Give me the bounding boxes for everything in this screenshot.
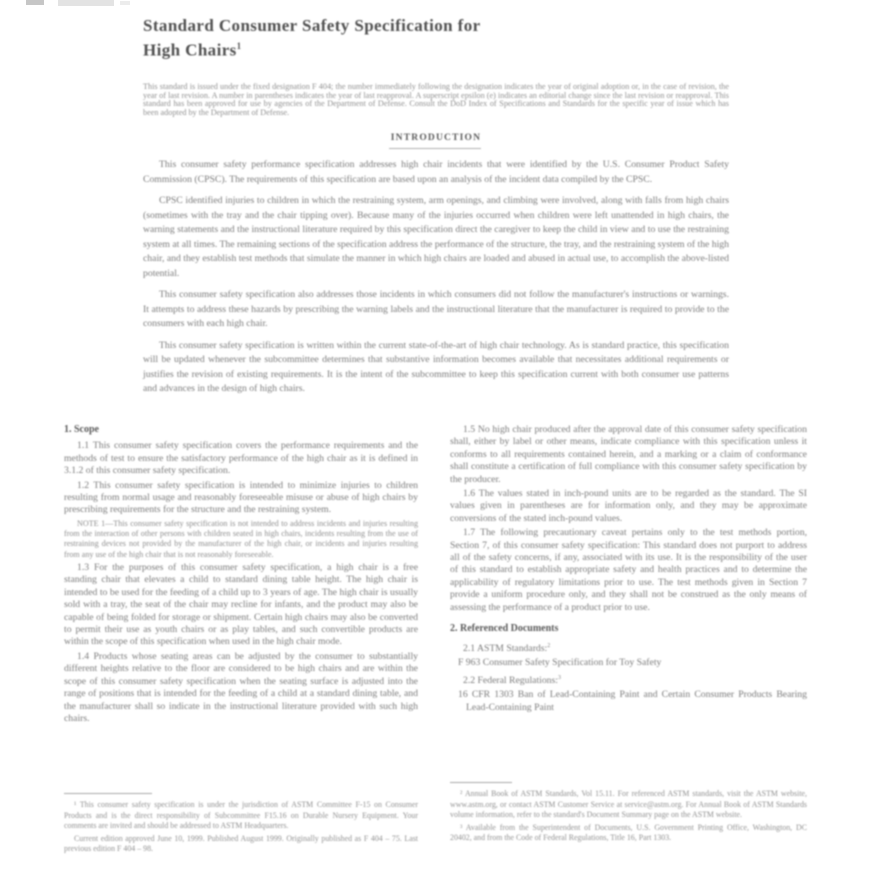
footnote-1: ¹ This consumer safety specification is under the jurisdiction of ASTM Committee F-15 on Consumer Products and is the direct responsibility of Subcommittee F15.16 on Durable Nursery Equipment. Your comments are invited and should be addressed to ASTM Headquarters. bbox=[64, 800, 418, 831]
scope-paragraph-1-5: 1.5 No high chair produced after the approval date of this consumer safety specification shall, either by label or other means, indicate compliance with this specification unless it conforms to all requirements contained herein, and a marking or a claim of conformance shall constitute a certification of full compliance with this consumer safety specification by the producer. bbox=[450, 424, 807, 485]
astm-standards-text: 2.1 ASTM Standards: bbox=[463, 642, 548, 654]
scope-paragraph-1-4: 1.4 Products whose seating areas can be adjusted by the consumer to substantially different heights relative to the floor are considered to be high chairs and are within the scope of this consumer safety specification when the seating surface is adjusted into the range of positions that is intended for the feeding of a child at a standard dining table, and the manufacturer shall so indicate in the instructional literature provided with such high chairs. bbox=[64, 650, 418, 724]
astm-standards-label bbox=[450, 640, 807, 656]
referenced-documents-heading: 2. Referenced Documents bbox=[450, 623, 559, 635]
introduction-underline bbox=[389, 148, 481, 149]
astm-footnote-ref: 2 bbox=[547, 642, 551, 649]
footnote-rule-left bbox=[64, 793, 152, 794]
federal-regulation-entry: 16 CFR 1303 Ban of Lead-Containing Paint and Certain Consumer Products Bearing Lead-Containing Paint bbox=[458, 689, 807, 713]
page-title bbox=[143, 16, 595, 61]
scope-paragraph-1-1: 1.1 This consumer safety specification covers the performance requirements and the methods of test to ensure the satisfactory performance of the high chair as it is defined in 3.1.2 of this consumer safety specification. bbox=[64, 440, 418, 477]
footnote-rule-right bbox=[450, 782, 512, 783]
left-column bbox=[64, 424, 418, 727]
federal-regulations-label bbox=[450, 672, 807, 688]
scope-paragraph-1-3: 1.3 For the purposes of this consumer safety specification, a high chair is a free standing chair that elevates a child to standard dining table height. The high chair is intended to be used for the feeding of a child up to 3 years of age. The high chair is usually sold with a tray, the seat of the chair may recline for infants, and the product may also be capable of being folded for storage or shipment. Certain high chairs may also be converted to permit their use as youth chairs or as play tables, and such convertible products are within the scope of this specification when used in the high chair mode. bbox=[64, 562, 418, 648]
scope-paragraph-1-7: 1.7 The following precautionary caveat pertains only to the test methods portion, Section 7, of this consumer safety specification: This standard does not purport to address all of the safety concerns, if any, associated with its use. It is the responsibility of the user of this standard to establish appropriate safety and health practices and to determine the applicability of regulatory limitations prior to use. The test methods given in Section 7 provide a uniform procedure only, and they shall not be construed as the only means of assessing the performance of a product prior to use. bbox=[450, 527, 807, 613]
intro-paragraph: This consumer safety specification is written within the current state-of-the-art of high chair technology. As is standard practice, this specification will be updated whenever the subcommittee determines that substantive information becomes available that necessitates additional requirements or justifies the revision of existing requirements. It is the intent of the subcommittee to keep this specification current with both consumer use patterns and advances in the design of high chairs. bbox=[143, 339, 729, 394]
issuance-note: This standard is issued under the fixed designation F 404; the number immediately following the designation indicates the year of original adoption or, in the case of revision, the year of last revision. A number in parentheses indicates the year of last reapproval. A superscript epsilon (e) indicates an editorial change since the last revision or reapproval. This standard has been approved for use by agencies of the Department of Defense. Consult the DoD Index of Specifications and Standards for the specific year of issue which has been adopted by the Department of Defense. bbox=[143, 82, 729, 118]
federal-footnote-ref: 3 bbox=[557, 674, 561, 681]
title-line2: High Chairs bbox=[143, 40, 237, 60]
astm-standard-entry: F 963 Consumer Safety Specification for Toy Safety bbox=[458, 657, 662, 669]
scope-paragraph-1-6: 1.6 The values stated in inch-pound units are to be regarded as the standard. The SI values given in parentheses are for information only, and they may be approximate conversions of the stated inch-pound values. bbox=[450, 488, 807, 524]
title-line1: Standard Consumer Safety Specification for bbox=[143, 16, 481, 35]
footnotes-right bbox=[450, 789, 807, 846]
scope-paragraph-1-2: 1.2 This consumer safety specification is intended to minimize injuries to children resulting from normal usage and reasonably foreseeable misuse or abuse of high chairs by prescribing requirements for the structure and the restraining system. bbox=[64, 479, 418, 516]
footnote-edition: Current edition approved June 10, 1999. Published August 1999. Originally published as F 404 – 75. Last previous edition F 404 – 98. bbox=[64, 833, 418, 854]
footnote-3: ³ Available from the Superintendent of Documents, U.S. Government Printing Office, Washington, DC 20402, and from the Code of Federal Regulations, Title 16, Part 1303. bbox=[450, 822, 807, 843]
introduction-heading: INTRODUCTION bbox=[390, 133, 482, 143]
intro-paragraph: CPSC identified injuries to children in which the restraining system, arm openings, and climbing were involved, along with falls from high chairs (sometimes with the tray and the chair tipping over). Because many of the injuries occurred when children were left unattended in high chairs, the warning statements and the instructional literature required by this specification direct the caregiver to keep the child in view and to use the restraining system at all times. The remaining sections of the specification address the performance of the structure, the tray, and the restraining system of the high chair, and they establish test methods that simulate the manner in which high chairs are loaded and abused in actual use, to accomplish the above-listed potential. bbox=[143, 195, 729, 279]
footnotes-left bbox=[64, 800, 418, 857]
scope-note-1: NOTE 1—This consumer safety specification is not intended to address incidents and injuries resulting from the interaction of other persons with children seated in high chairs, incidents resulting from the use of restraining devices not provided by the manufacturer of the high chair, or incidents and injuries resulting from any use of the high chair that is not reasonably foreseeable. bbox=[64, 518, 418, 559]
scope-heading: 1. Scope bbox=[64, 424, 99, 435]
federal-regulations-text: 2.2 Federal Regulations: bbox=[463, 674, 558, 686]
introduction-section bbox=[143, 158, 729, 404]
title-footnote-ref: 1 bbox=[236, 41, 242, 51]
intro-paragraph: This consumer safety specification also addresses those incidents in which consumers did not follow the manufacturer's instructions or warnings. It attempts to address these hazards by prescribing the warning labels and the instructional literature that the manufacturer is required to provide to the consumers with each high chair. bbox=[143, 289, 729, 329]
footnote-2: ² Annual Book of ASTM Standards, Vol 15.11. For referenced ASTM standards, visit the ASTM website, www.astm.org, or contact ASTM Customer Service at service@astm.org. For Annual Book of ASTM Standards volume information, refer to the standard's Document Summary page on the ASTM website. bbox=[450, 789, 807, 820]
right-column bbox=[450, 424, 807, 716]
intro-paragraph: This consumer safety performance specification addresses high chair incidents that were identified by the U.S. Consumer Product Safety Commission (CPSC). The requirements of this specification are based upon an analysis of the incident data compiled by the CPSC. bbox=[143, 159, 729, 185]
